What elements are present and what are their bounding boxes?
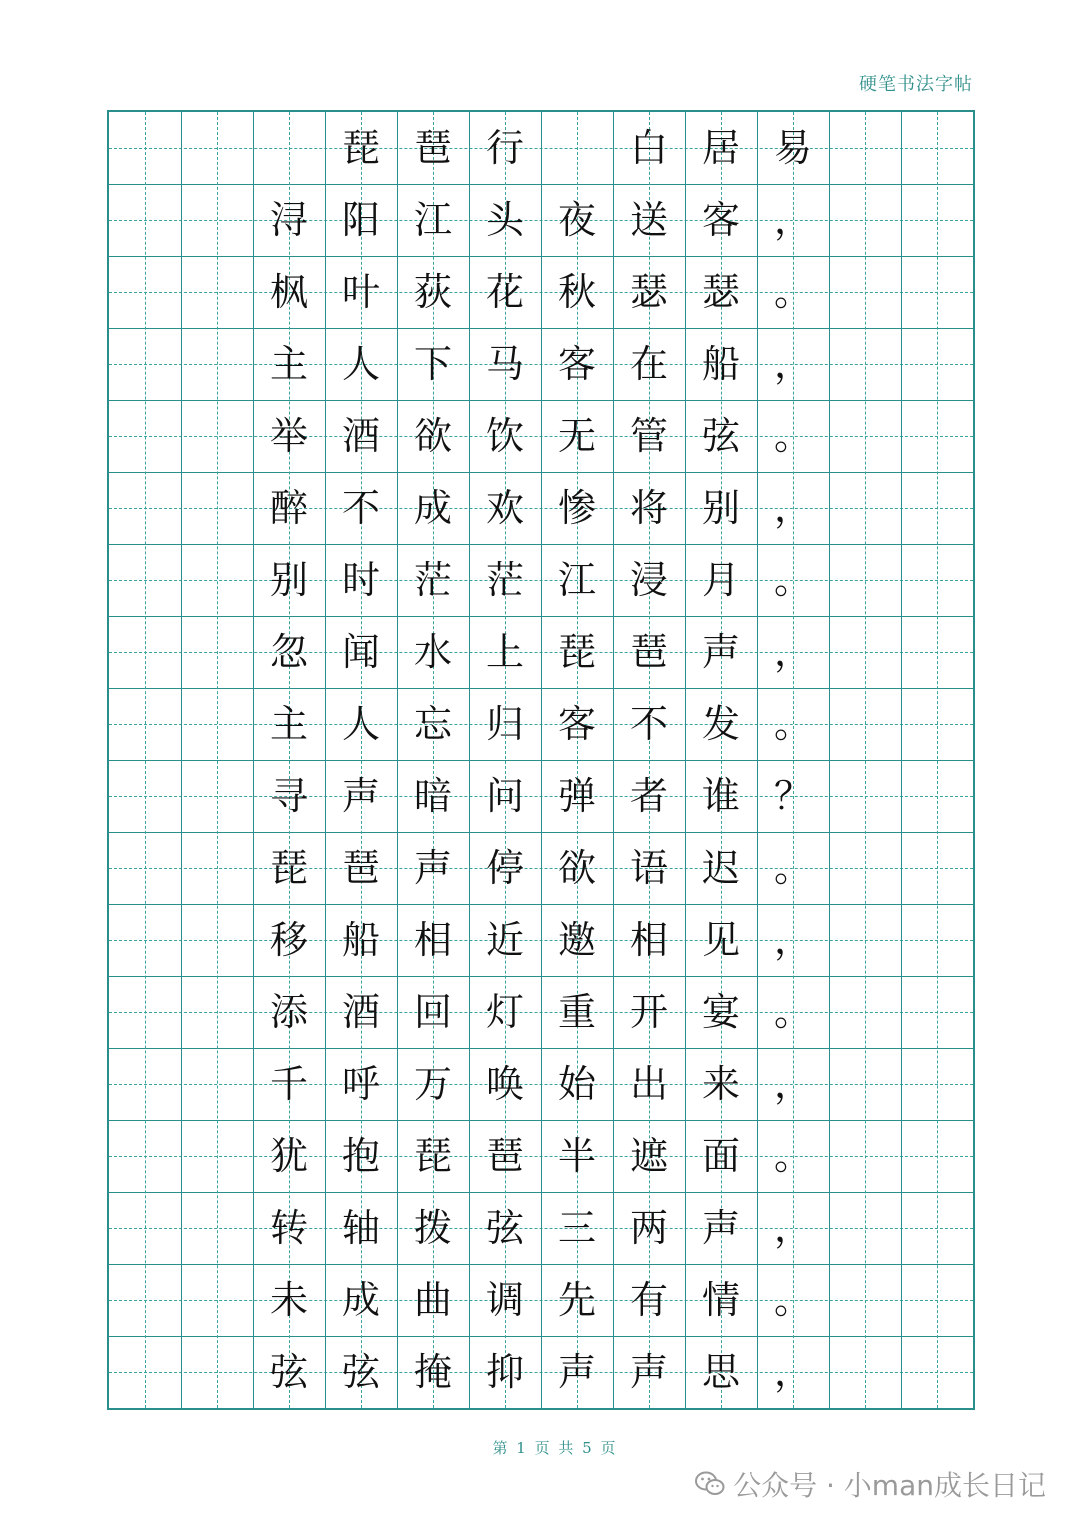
grid-cell: 。 bbox=[773, 1134, 812, 1178]
grid-cell: 江 bbox=[413, 198, 452, 242]
grid-cell: 始 bbox=[557, 1062, 596, 1106]
grid-cell: 未 bbox=[269, 1278, 308, 1322]
grid-cell bbox=[109, 1192, 181, 1264]
grid-cell: 琶 bbox=[629, 630, 668, 674]
grid-cell bbox=[109, 904, 181, 976]
grid-cell bbox=[901, 1336, 973, 1408]
grid-cell: 有 bbox=[629, 1278, 668, 1322]
grid-cell bbox=[181, 1120, 253, 1192]
grid-cell bbox=[109, 760, 181, 832]
grid-cell: 近 bbox=[485, 918, 524, 962]
grid-cell: 迟 bbox=[701, 846, 740, 890]
grid-cell bbox=[181, 112, 253, 184]
grid-cell: 欢 bbox=[485, 486, 524, 530]
grid-cell: 添 bbox=[269, 990, 308, 1034]
grid-cell: 酒 bbox=[341, 414, 380, 458]
grid-cell: 。 bbox=[773, 846, 812, 890]
grid-cell: 无 bbox=[557, 414, 596, 458]
grid-cell bbox=[829, 1336, 901, 1408]
grid-cell: ， bbox=[773, 486, 812, 530]
grid-cell: 掩 bbox=[413, 1350, 452, 1394]
grid-cell: 弹 bbox=[557, 774, 596, 818]
grid-cell bbox=[109, 1336, 181, 1408]
grid-cell bbox=[901, 400, 973, 472]
grid-cell: 声 bbox=[701, 630, 740, 674]
grid-cell: 别 bbox=[701, 486, 740, 530]
grid-cell: 船 bbox=[701, 342, 740, 386]
grid-cell bbox=[901, 256, 973, 328]
grid-cell: 不 bbox=[629, 702, 668, 746]
grid-cell: 人 bbox=[341, 342, 380, 386]
grid-cell bbox=[829, 472, 901, 544]
grid-cell: 停 bbox=[485, 846, 524, 890]
grid-cell bbox=[901, 1120, 973, 1192]
grid-cell: 瑟 bbox=[629, 270, 668, 314]
grid-cell: 成 bbox=[413, 486, 452, 530]
grid-cell: 惨 bbox=[557, 486, 596, 530]
grid-cell bbox=[541, 112, 613, 184]
grid-cell bbox=[109, 688, 181, 760]
grid-cell: 花 bbox=[485, 270, 524, 314]
grid-cell: ， bbox=[773, 1206, 812, 1250]
grid-cell: 主 bbox=[269, 342, 308, 386]
grid-cell: 秋 bbox=[557, 270, 596, 314]
grid-cell: 。 bbox=[773, 414, 812, 458]
grid-cell bbox=[109, 1048, 181, 1120]
grid-cell: 醉 bbox=[269, 486, 308, 530]
grid-cell: 瑟 bbox=[701, 270, 740, 314]
grid-cell: 琵 bbox=[341, 126, 380, 170]
grid-cell bbox=[901, 1192, 973, 1264]
grid-cell bbox=[109, 544, 181, 616]
grid-cell: 居 bbox=[701, 126, 740, 170]
grid-cell: 寻 bbox=[269, 774, 308, 818]
grid-cell bbox=[109, 184, 181, 256]
grid-cell bbox=[829, 1120, 901, 1192]
grid-cell: 叶 bbox=[341, 270, 380, 314]
grid-cell: 琶 bbox=[413, 126, 452, 170]
grid-cell: 开 bbox=[629, 990, 668, 1034]
grid-cell: 琵 bbox=[557, 630, 596, 674]
grid-cell: 饮 bbox=[485, 414, 524, 458]
grid-cell: ， bbox=[773, 1062, 812, 1106]
grid-cell: ， bbox=[773, 630, 812, 674]
grid-cell: 马 bbox=[485, 342, 524, 386]
grid-cell bbox=[829, 904, 901, 976]
grid-cell bbox=[901, 328, 973, 400]
grid-cell: 人 bbox=[341, 702, 380, 746]
grid-cell bbox=[901, 616, 973, 688]
grid-cell: 移 bbox=[269, 918, 308, 962]
grid-cell: 重 bbox=[557, 990, 596, 1034]
grid-cell: 抱 bbox=[341, 1134, 380, 1178]
grid-cell bbox=[181, 544, 253, 616]
grid-cell: 三 bbox=[557, 1206, 596, 1250]
grid-cell: 。 bbox=[773, 1278, 812, 1322]
grid-cell: 先 bbox=[557, 1278, 596, 1322]
grid-cell bbox=[829, 760, 901, 832]
grid-cell: 呼 bbox=[341, 1062, 380, 1106]
grid-cell: 时 bbox=[341, 558, 380, 602]
grid-cell: 送 bbox=[629, 198, 668, 242]
grid-cell: 声 bbox=[341, 774, 380, 818]
grid-cell bbox=[181, 328, 253, 400]
grid-cell bbox=[901, 904, 973, 976]
grid-cell: 问 bbox=[485, 774, 524, 818]
grid-cell: 将 bbox=[629, 486, 668, 530]
grid-cell: 声 bbox=[629, 1350, 668, 1394]
grid-cell: 琵 bbox=[269, 846, 308, 890]
grid-cell bbox=[109, 328, 181, 400]
grid-cell bbox=[829, 256, 901, 328]
grid-cell: ？ bbox=[773, 774, 812, 818]
grid-cell: 出 bbox=[629, 1062, 668, 1106]
grid-cell: 行 bbox=[485, 126, 524, 170]
grid-cell bbox=[181, 760, 253, 832]
grid-cell: 见 bbox=[701, 918, 740, 962]
grid-cell bbox=[829, 1264, 901, 1336]
grid-cell: 邀 bbox=[557, 918, 596, 962]
grid-cell: 情 bbox=[701, 1278, 740, 1322]
grid-cell: 船 bbox=[341, 918, 380, 962]
grid-cell: ， bbox=[773, 918, 812, 962]
grid-cell: 枫 bbox=[269, 270, 308, 314]
grid-cell bbox=[901, 832, 973, 904]
grid-cell: ， bbox=[773, 1350, 812, 1394]
grid-cell: 语 bbox=[629, 846, 668, 890]
grid-cell bbox=[901, 472, 973, 544]
grid-cell bbox=[181, 832, 253, 904]
copybook-grid bbox=[107, 110, 975, 1410]
grid-cell bbox=[109, 616, 181, 688]
grid-cell: 易 bbox=[773, 126, 812, 170]
grid-cell bbox=[109, 1264, 181, 1336]
grid-cell: 主 bbox=[269, 702, 308, 746]
grid-cell bbox=[829, 112, 901, 184]
grid-cell: 。 bbox=[773, 702, 812, 746]
grid-cell: 犹 bbox=[269, 1134, 308, 1178]
grid-cell bbox=[109, 112, 181, 184]
wechat-icon bbox=[695, 1471, 725, 1497]
grid-cell: 。 bbox=[773, 990, 812, 1034]
grid-cell bbox=[181, 904, 253, 976]
grid-cell: 声 bbox=[701, 1206, 740, 1250]
watermark-text: 公众号 · 小man成长日记 bbox=[733, 1469, 1046, 1502]
grid-cell bbox=[181, 256, 253, 328]
grid-cell: 客 bbox=[701, 198, 740, 242]
grid-cell: 灯 bbox=[485, 990, 524, 1034]
grid-cell: 茫 bbox=[485, 558, 524, 602]
grid-cell bbox=[181, 688, 253, 760]
grid-cell: 万 bbox=[413, 1062, 452, 1106]
grid-cell: 弦 bbox=[485, 1206, 524, 1250]
grid-cell: 别 bbox=[269, 558, 308, 602]
grid-cell bbox=[253, 112, 325, 184]
grid-cell bbox=[181, 976, 253, 1048]
grid-cell: 荻 bbox=[413, 270, 452, 314]
grid-cell: 转 bbox=[269, 1206, 308, 1250]
grid-cell: 两 bbox=[629, 1206, 668, 1250]
grid-cell bbox=[901, 184, 973, 256]
grid-cell: 管 bbox=[629, 414, 668, 458]
grid-cell: 回 bbox=[413, 990, 452, 1034]
grid-cell bbox=[181, 1048, 253, 1120]
grid-cell bbox=[109, 832, 181, 904]
grid-cell bbox=[181, 1192, 253, 1264]
grid-cell bbox=[181, 616, 253, 688]
grid-cell: 轴 bbox=[341, 1206, 380, 1250]
grid-cell: 成 bbox=[341, 1278, 380, 1322]
grid-cell bbox=[829, 1192, 901, 1264]
grid-cell: 上 bbox=[485, 630, 524, 674]
grid-cell: 欲 bbox=[413, 414, 452, 458]
grid-cell: 。 bbox=[773, 558, 812, 602]
grid-cell: 面 bbox=[701, 1134, 740, 1178]
grid-cell: 白 bbox=[629, 126, 668, 170]
grid-cell: 客 bbox=[557, 342, 596, 386]
page-number: 第 1 页 共 5 页 bbox=[492, 1439, 618, 1457]
grid-cell bbox=[901, 688, 973, 760]
grid-cell: 客 bbox=[557, 702, 596, 746]
grid-cell bbox=[109, 400, 181, 472]
grid-cell: 琶 bbox=[341, 846, 380, 890]
grid-cell: 欲 bbox=[557, 846, 596, 890]
grid-cell bbox=[829, 1048, 901, 1120]
grid-cell bbox=[829, 976, 901, 1048]
grid-cell: 夜 bbox=[557, 198, 596, 242]
grid-cell: 琵 bbox=[413, 1134, 452, 1178]
grid-cell: 忽 bbox=[269, 630, 308, 674]
grid-cell: 弦 bbox=[269, 1350, 308, 1394]
grid-cell: 宴 bbox=[701, 990, 740, 1034]
grid-cell bbox=[901, 112, 973, 184]
grid-cell: 。 bbox=[773, 270, 812, 314]
grid-cell: 者 bbox=[629, 774, 668, 818]
grid-cell: 来 bbox=[701, 1062, 740, 1106]
grid-cell: 千 bbox=[269, 1062, 308, 1106]
grid-cell: 弦 bbox=[701, 414, 740, 458]
grid-cell: 在 bbox=[629, 342, 668, 386]
grid-cell: 相 bbox=[413, 918, 452, 962]
watermark bbox=[695, 1464, 1046, 1504]
grid-cell: 唤 bbox=[485, 1062, 524, 1106]
grid-cell bbox=[901, 760, 973, 832]
grid-cell: 弦 bbox=[341, 1350, 380, 1394]
grid-cell bbox=[829, 688, 901, 760]
grid-cell: 拨 bbox=[413, 1206, 452, 1250]
grid-cell: 半 bbox=[557, 1134, 596, 1178]
grid-cell: ， bbox=[773, 198, 812, 242]
grid-cell bbox=[901, 544, 973, 616]
grid-cell: 闻 bbox=[341, 630, 380, 674]
grid-cell: 曲 bbox=[413, 1278, 452, 1322]
grid-cell: 酒 bbox=[341, 990, 380, 1034]
grid-cell bbox=[181, 1336, 253, 1408]
grid-cell: 江 bbox=[557, 558, 596, 602]
grid-cell: 茫 bbox=[413, 558, 452, 602]
grid-cell: 水 bbox=[413, 630, 452, 674]
grid-cell: 举 bbox=[269, 414, 308, 458]
grid-cell: 阳 bbox=[341, 198, 380, 242]
grid-cell bbox=[109, 976, 181, 1048]
grid-cell: 琶 bbox=[485, 1134, 524, 1178]
grid-cell bbox=[901, 1048, 973, 1120]
grid-cell: 遮 bbox=[629, 1134, 668, 1178]
grid-cell: 浔 bbox=[269, 198, 308, 242]
grid-cell bbox=[181, 400, 253, 472]
header-title: 硬笔书法字帖 bbox=[859, 74, 973, 95]
grid-cell: ， bbox=[773, 342, 812, 386]
grid-cell: 下 bbox=[413, 342, 452, 386]
grid-cell bbox=[829, 328, 901, 400]
grid-cell bbox=[109, 472, 181, 544]
grid-cell bbox=[829, 832, 901, 904]
grid-cell bbox=[181, 472, 253, 544]
grid-cell bbox=[901, 976, 973, 1048]
grid-cell: 思 bbox=[701, 1350, 740, 1394]
grid-cell: 声 bbox=[413, 846, 452, 890]
grid-cell: 忘 bbox=[413, 702, 452, 746]
grid-cell: 浸 bbox=[629, 558, 668, 602]
grid-cell: 抑 bbox=[485, 1350, 524, 1394]
grid-cell bbox=[829, 184, 901, 256]
grid-cell: 不 bbox=[341, 486, 380, 530]
grid-cell bbox=[901, 1264, 973, 1336]
grid-cell: 月 bbox=[701, 558, 740, 602]
grid-cell bbox=[181, 184, 253, 256]
grid-cell bbox=[109, 256, 181, 328]
grid-cell: 声 bbox=[557, 1350, 596, 1394]
grid-cell: 归 bbox=[485, 702, 524, 746]
grid-cell: 头 bbox=[485, 198, 524, 242]
grid-cell: 暗 bbox=[413, 774, 452, 818]
grid-cell bbox=[829, 400, 901, 472]
grid-cell bbox=[829, 544, 901, 616]
grid-cell: 调 bbox=[485, 1278, 524, 1322]
grid-cell: 发 bbox=[701, 702, 740, 746]
grid-cell bbox=[109, 1120, 181, 1192]
grid-cell bbox=[181, 1264, 253, 1336]
grid-cell bbox=[829, 616, 901, 688]
grid-cell: 相 bbox=[629, 918, 668, 962]
grid-cell: 谁 bbox=[701, 774, 740, 818]
